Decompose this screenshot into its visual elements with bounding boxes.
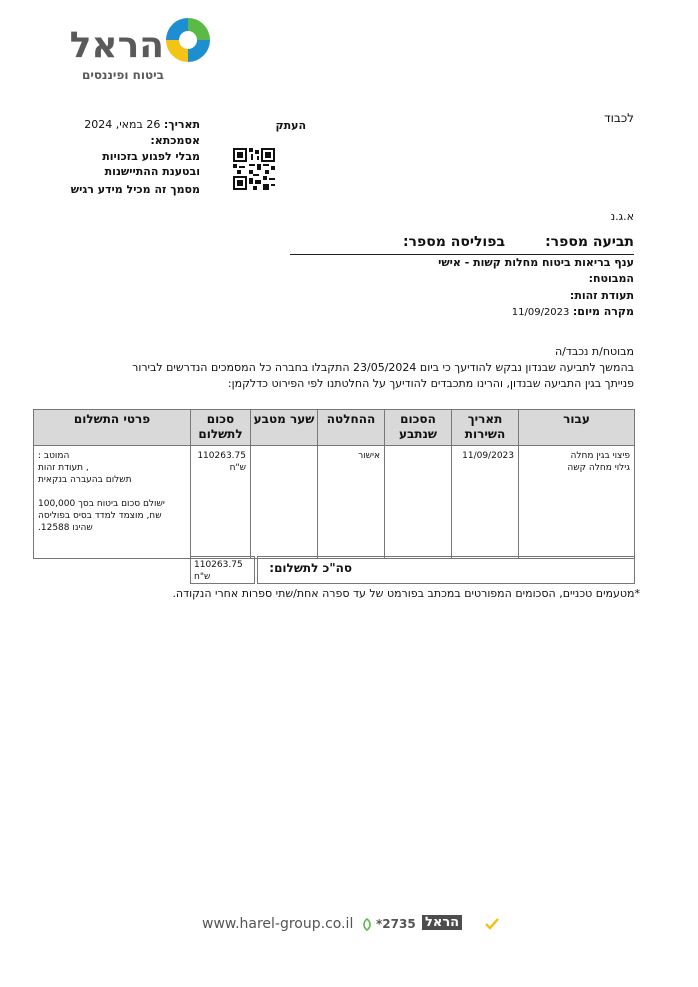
company-logo [62,14,214,86]
total-currency: ש"ח [194,572,211,582]
claim-underline [290,254,634,255]
sensitive-note: מסמך זה מכיל מידע רגיש [70,183,200,196]
legal-warning-line2: ובטענת ההתיישנות [104,165,200,178]
for-line1: פיצוי בגין מחלה [570,451,630,461]
recipient-initials: א.ג.נ [610,210,634,223]
date-label: תאריך: [163,118,200,131]
checkmark-icon [485,918,499,930]
id-label: תעודת זהות: [569,289,634,302]
policy-number-label: בפוליסה מספר: [402,234,505,250]
col-header-service-date: תאריך השירות [452,410,519,446]
event-date-line [460,305,634,318]
footer-website: www.harel-group.co.il [202,916,354,932]
col-header-amount: סכום לתשלום [191,410,251,446]
logo-brand-text: הראל [69,25,164,66]
salutation: מבוטח/ת נכבד/ה [554,345,634,358]
table-row [34,446,635,559]
cell-rate [251,446,318,559]
pay-line2: , תעודת זהות [38,463,89,473]
total-label: סה"כ לתשלום: [269,561,352,575]
cell-decision: אישור [318,446,385,559]
date-line [60,118,200,131]
date-value: 26 במאי, 2024 [84,118,161,131]
to-label: לכבוד [604,111,634,125]
cell-service-date: 11/09/2023 [452,446,519,559]
logo-tagline: ביטוח ופיננסים [81,68,164,82]
qr-code-icon [233,148,275,190]
footer-phone: *2735 [376,917,416,931]
claim-number-label: תביעה מספר: [545,234,634,250]
pay-line3: תשלום בהעברה בנקאית [38,475,132,485]
col-header-payment-details: פרטי התשלום [34,410,191,446]
col-header-claimed: הסכום שנתבע [385,410,452,446]
logo-swirl-icon [163,15,213,65]
cell-payment-details [34,446,191,559]
event-label: מקרה מיום: [572,305,634,318]
cell-claimed [385,446,452,559]
copy-label: העתק [275,119,306,132]
total-amount-box [190,556,255,584]
cell-amount [191,446,251,559]
col-header-decision: ההחלטה [318,410,385,446]
claim-decision-table [33,409,635,559]
reference-label: אסמכתא: [150,134,200,147]
pay-line5: שח, מוצמד למדד בסיס בפוליסה [38,511,162,521]
body-line1: בהמשך לתביעה שבנדון נבקש להודיעך כי ביום 23/05/2024 התקבלו בחברה כל המסמכים הנדרשים לבירור [132,361,634,374]
leaf-icon [362,918,372,931]
table-header-row [34,410,635,446]
footer-bar [200,913,510,937]
body-line2: פנייתך בגין התביעה שבנדון, והרינו מתכבדים להודיעך על החלטתנו לפי הפירוט כדלקמן: [227,377,634,390]
branch-line: ענף בריאות ביטוח מחלות קשות - אישי [438,256,634,269]
pay-line6: שהינו 12588. [38,523,93,533]
total-label-box [257,556,635,584]
for-line2: גילוי מחלה קשה [567,463,630,473]
footer-brand: הראל [422,915,462,930]
pay-line4: ישולם סכום ביטוח בסך 100,000 [38,499,165,509]
pay-line1: המוטב : [38,451,70,461]
insured-label: המבוטח: [588,272,634,285]
amount-value: 110263.75 [197,451,246,461]
event-date: 11/09/2023 [511,307,570,318]
legal-warning-line1: מבלי לפגוע בזכויות [102,150,200,163]
footnote: *מטעמים טכניים, הסכומים המפורטים במכתב בפורמט של עד ספרה אחת/שתי ספרות אחרי הנקודה. [172,587,640,600]
total-amount: 110263.75 [194,560,243,570]
amount-currency: ש"ח [229,463,246,473]
col-header-rate: שער מטבע [251,410,318,446]
col-header-for: עבור [519,410,635,446]
cell-for [519,446,635,559]
